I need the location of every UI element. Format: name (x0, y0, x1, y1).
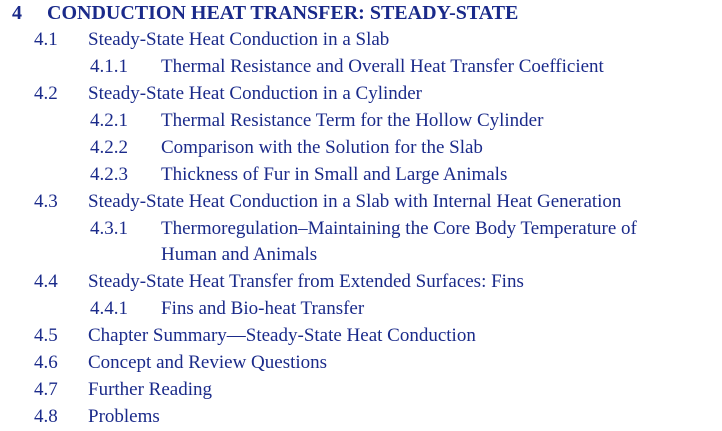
section-title: Steady-State Heat Transfer from Extended Surfaces: Fins (88, 271, 524, 293)
subsection-number: 4.2.1 (90, 109, 128, 131)
toc-section-4-8[interactable] (34, 404, 714, 431)
toc-section-4-2[interactable] (34, 81, 714, 108)
section-number: 4.8 (34, 406, 58, 428)
subsection-title: Thermal Resistance Term for the Hollow Cylinder (161, 109, 544, 131)
toc-subsection-4-1-1[interactable] (90, 54, 722, 81)
toc-section-4-1[interactable] (34, 27, 714, 54)
section-number: 4.7 (34, 379, 58, 401)
subsection-title: Thermoregulation–Maintaining the Core Body Temperature of (161, 217, 637, 239)
toc-subsection-4-2-2[interactable] (90, 135, 722, 162)
section-title: Chapter Summary—Steady-State Heat Conduction (88, 325, 476, 347)
section-title: Problems (88, 406, 160, 428)
section-number: 4.3 (34, 190, 58, 212)
section-number: 4.1 (34, 28, 58, 50)
subsection-number: 4.3.1 (90, 217, 128, 239)
toc-section-4-4[interactable] (34, 269, 714, 296)
toc-section-4-5[interactable] (34, 323, 714, 350)
toc-chapter-4[interactable] (12, 0, 712, 27)
subsection-number: 4.2.2 (90, 136, 128, 158)
subsection-number: 4.4.1 (90, 298, 128, 320)
section-title: Steady-State Heat Conduction in a Slab (88, 28, 390, 50)
section-title: Further Reading (88, 379, 213, 401)
subsection-title: Fins and Bio-heat Transfer (161, 298, 365, 320)
toc-section-4-3[interactable] (34, 189, 722, 216)
chapter-title: CONDUCTION HEAT TRANSFER: STEADY-STATE (47, 2, 519, 24)
section-number: 4.5 (34, 325, 58, 347)
section-number: 4.6 (34, 352, 58, 374)
toc-section-4-7[interactable] (34, 377, 714, 404)
subsection-number: 4.2.3 (90, 163, 128, 185)
section-title: Concept and Review Questions (88, 352, 328, 374)
section-number: 4.4 (34, 271, 58, 293)
section-title: Steady-State Heat Conduction in a Slab with Internal Heat Generation (88, 190, 622, 212)
chapter-number: 4 (12, 2, 22, 24)
section-number: 4.2 (34, 82, 58, 104)
toc-subsection-4-3-1[interactable] (90, 216, 722, 243)
section-title: Steady-State Heat Conduction in a Cylinder (88, 82, 423, 104)
subsection-title: Thermal Resistance and Overall Heat Transfer Coefficient (161, 55, 604, 77)
subsection-title-continuation: Human and Animals (161, 244, 318, 266)
toc-subsection-4-3-1-continuation[interactable] (90, 242, 722, 269)
subsection-number: 4.1.1 (90, 55, 128, 77)
subsection-title: Comparison with the Solution for the Slab (161, 136, 483, 158)
toc-subsection-4-2-1[interactable] (90, 108, 722, 135)
toc-subsection-4-4-1[interactable] (90, 296, 722, 323)
toc-section-4-6[interactable] (34, 350, 714, 377)
subsection-title: Thickness of Fur in Small and Large Animals (161, 163, 508, 185)
toc-subsection-4-2-3[interactable] (90, 162, 722, 189)
